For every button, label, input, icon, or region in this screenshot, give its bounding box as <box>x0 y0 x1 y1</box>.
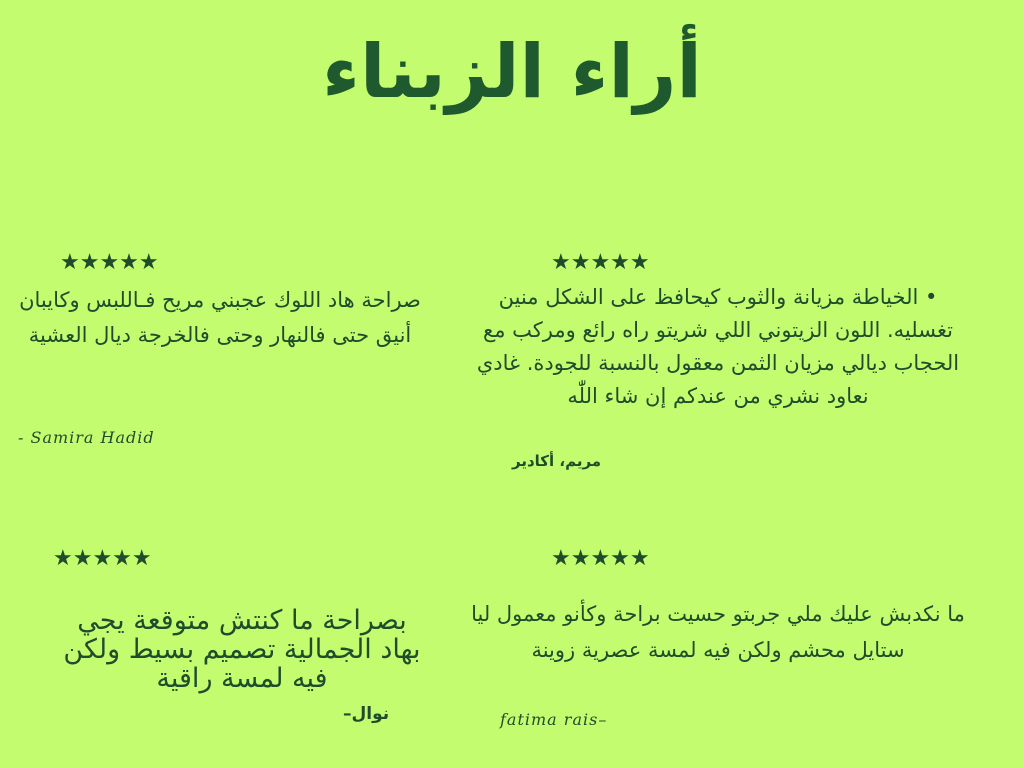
review-author: مريم، أكادير <box>512 452 602 470</box>
page-title: أراء الزبناء <box>322 29 702 115</box>
review-text: بصراحة ما كنتش متوقعة يجي بهاد الجمالية تصميم بسيط ولكن فيه لمسة راقية <box>63 605 421 694</box>
review-text: • الخياطة مزيانة والثوب كيحافظ على الشكل منين تغسليه. اللون الزيتوني اللي شريتو راه رائع ومركب مع الحجاب ديالي مزيان الثمن معقول بالنسبة للجودة. غادي نعاود نشري من عندكم إن شاء اللّٰه <box>476 285 960 408</box>
review-author: - Samira Hadid <box>18 428 155 447</box>
rating-stars: ★★★★★ <box>53 546 152 571</box>
review-author: نوال– <box>343 704 390 724</box>
review-text: صراحة هاد اللوك عجبني مريح فـاللبس وكايبان أنيق حتى فالنهار وحتى فالخرجة ديال العشية <box>19 288 421 347</box>
rating-stars: ★★★★★ <box>551 546 650 571</box>
rating-stars: ★★★★★ <box>60 250 159 275</box>
review-text: ما نكدبش عليك ملي جربتو حسيت براحة وكأنو معمول ليا ستايل محشم ولكن فيه لمسة عصرية زوينة <box>471 602 965 662</box>
rating-stars: ★★★★★ <box>551 250 650 275</box>
review-author: fatima rais– <box>500 710 608 729</box>
